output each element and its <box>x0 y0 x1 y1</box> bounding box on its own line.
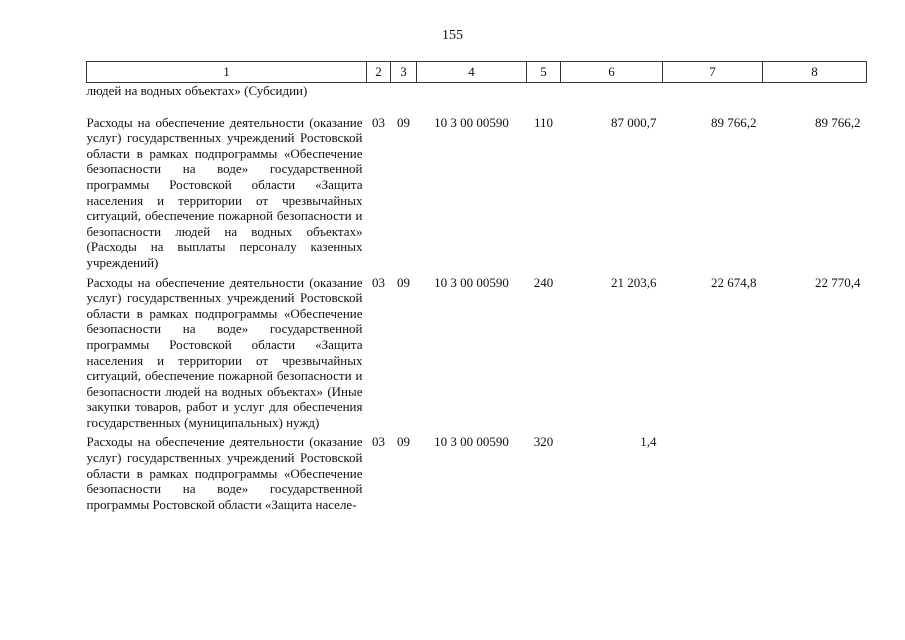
row-amount-year3: 89 766,2 <box>815 114 861 130</box>
table-row <box>87 99 867 271</box>
row-amount-year1: 87 000,7 <box>611 114 657 130</box>
table-header-row <box>87 62 867 83</box>
column-header-8: 8 <box>763 62 867 83</box>
row-amount-year3: 22 770,4 <box>815 274 861 290</box>
row-description: Расходы на обеспечение деятельности (оказание услуг) государственных учреждений Ростовской области в рамках подпрограммы «Обеспечение безопасности на воде» государственной программы Ростовской области «Защита населения и территории от чрезвычайных ситуаций, обеспечение пожарной безопасности и безопасности людей на водных объектах» (Иные закупки товаров, работ и услуг для обеспечения государственных (муниципальных) нужд) <box>86 274 363 430</box>
row-subsection: 09 <box>397 434 410 450</box>
table-row-continuation <box>87 83 867 99</box>
page-number: 155 <box>442 28 463 43</box>
row-amount-year2 <box>663 430 763 512</box>
column-header-5: 5 <box>527 62 561 83</box>
continuation-text: людей на водных объектах» (Субсидии) <box>86 83 308 98</box>
row-target-code: 10 3 00 00590 <box>434 114 509 130</box>
row-description: Расходы на обеспечение деятельности (оказание услуг) государственных учреждений Ростовской области в рамках подпрограммы «Обеспечение безопасности на воде» государственной программы Ростовской области «Защита населе- <box>86 434 363 512</box>
column-header-2: 2 <box>367 62 391 83</box>
row-expense-type: 110 <box>533 114 554 130</box>
row-description: Расходы на обеспечение деятельности (оказание услуг) государственных учреждений Ростовской области в рамках подпрограммы «Обеспечение безопасности на воде» государственной программы Ростовской области «Защита населения и территории от чрезвычайных ситуаций, обеспечение пожарной безопасности и безопасности людей на водных объектах» (Расходы на выплаты персоналу казенных учреждений) <box>86 114 363 270</box>
row-target-code: 10 3 00 00590 <box>434 434 509 450</box>
row-amount-year2: 89 766,2 <box>711 114 757 130</box>
row-section: 03 <box>372 114 385 130</box>
table-row <box>87 271 867 431</box>
budget-table <box>86 61 867 512</box>
column-header-4: 4 <box>417 62 527 83</box>
row-amount-year3 <box>763 430 867 512</box>
row-expense-type: 240 <box>533 274 554 290</box>
row-expense-type: 320 <box>533 434 554 450</box>
column-header-6: 6 <box>561 62 663 83</box>
row-subsection: 09 <box>397 274 410 290</box>
row-section: 03 <box>372 274 385 290</box>
row-amount-year1: 21 203,6 <box>611 274 657 290</box>
row-target-code: 10 3 00 00590 <box>434 274 509 290</box>
table-row <box>87 430 867 512</box>
column-header-7: 7 <box>663 62 763 83</box>
row-subsection: 09 <box>397 114 410 130</box>
column-header-1: 1 <box>87 62 367 83</box>
row-amount-year2: 22 674,8 <box>711 274 757 290</box>
row-section: 03 <box>372 434 385 450</box>
row-amount-year1: 1,4 <box>640 434 657 450</box>
column-header-3: 3 <box>391 62 417 83</box>
